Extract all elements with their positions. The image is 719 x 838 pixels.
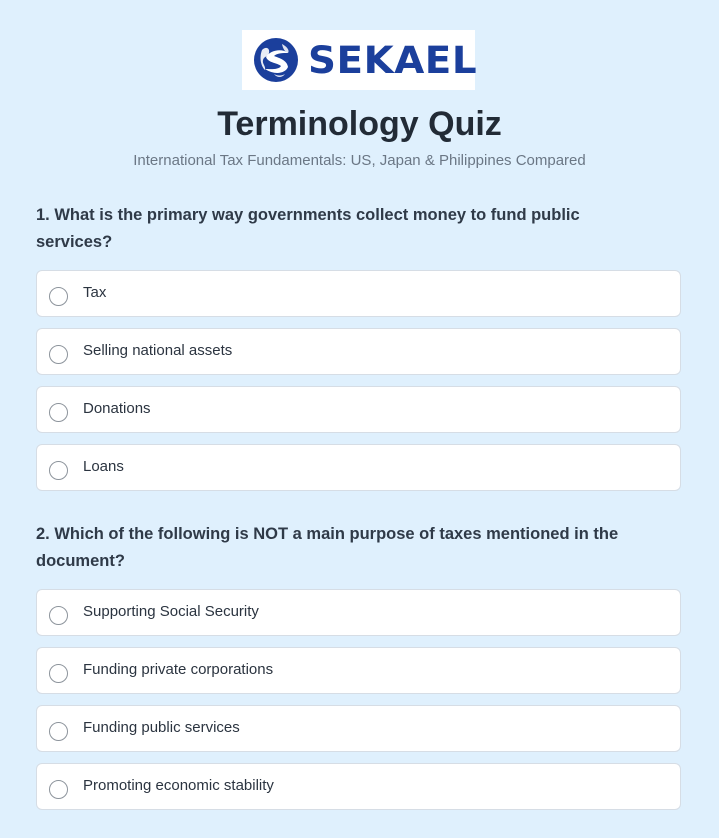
radio-button[interactable] <box>49 461 68 480</box>
option-tax[interactable] <box>36 270 681 317</box>
option-promoting-economic-stability[interactable] <box>36 763 681 810</box>
globe-s-icon <box>252 36 300 84</box>
page-title: Terminology Quiz <box>217 105 502 143</box>
logo-wordmark: SEKAEL <box>308 38 478 82</box>
option-label: Selling national assets <box>83 341 233 359</box>
radio-button[interactable] <box>49 722 68 741</box>
radio-button[interactable] <box>49 287 68 306</box>
option-supporting-social-security[interactable] <box>36 589 681 636</box>
question-2-text: 2. Which of the following is NOT a main purpose of taxes mentioned in the document? <box>36 525 619 570</box>
option-label: Funding public services <box>83 718 240 736</box>
sekael-logo <box>242 30 478 90</box>
option-funding-public-services[interactable] <box>36 705 681 752</box>
radio-button[interactable] <box>49 664 68 683</box>
option-label: Promoting economic stability <box>83 776 274 794</box>
option-label: Funding private corporations <box>83 660 274 678</box>
option-funding-private-corporations[interactable] <box>36 647 681 694</box>
option-label: Donations <box>83 399 151 417</box>
radio-button[interactable] <box>49 780 68 799</box>
option-label: Loans <box>83 457 124 475</box>
option-selling-national-assets[interactable] <box>36 328 681 375</box>
question-1-text: 1. What is the primary way governments collect money to fund public services? <box>36 206 580 251</box>
option-loans[interactable] <box>36 444 681 491</box>
radio-button[interactable] <box>49 403 68 422</box>
option-label: Supporting Social Security <box>83 602 259 620</box>
question-1-options <box>36 270 681 502</box>
radio-button[interactable] <box>49 606 68 625</box>
radio-button[interactable] <box>49 345 68 364</box>
option-label: Tax <box>83 283 107 301</box>
page-subtitle: International Tax Fundamentals: US, Japan & Philippines Compared <box>133 152 586 169</box>
option-donations[interactable] <box>36 386 681 433</box>
question-2-options <box>36 589 681 821</box>
